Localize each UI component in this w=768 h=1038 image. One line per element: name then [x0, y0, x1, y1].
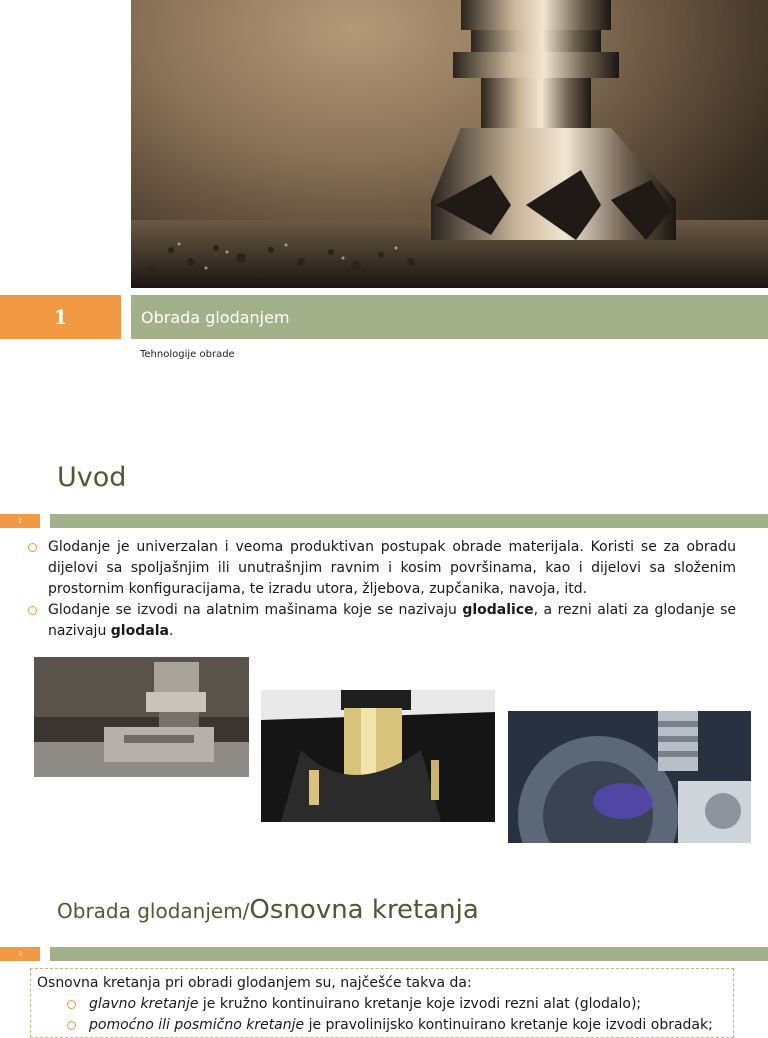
milling-machine-photo: [34, 657, 249, 777]
bold-term-glodalice: glodalice: [462, 602, 534, 618]
bullet-item: [28, 600, 736, 642]
sub-bullet-text: je pravolinijsko kontinuirano kretanje koje izvodi obradak;: [304, 1017, 713, 1033]
slide-title: Obrada glodanjem: [141, 307, 290, 327]
bullet-circle-icon: [67, 1021, 76, 1030]
slide2-header-bar: [50, 514, 768, 528]
slide3-heading-small: Obrada glodanjem/: [57, 899, 250, 923]
bullet-text-middle: , a rezni alati za glodanje se nazivaju: [48, 602, 736, 639]
cnc-cutting-photo: [508, 711, 751, 843]
sub-bullet-item: [37, 994, 727, 1015]
slide3-heading-large: Osnovna kretanja: [249, 895, 479, 925]
term-glavno-kretanje: glavno kretanje: [89, 996, 199, 1012]
slide-number-block: 1: [0, 295, 121, 339]
slide3-intro-text: Osnovna kretanja pri obradi glodanjem su, najčešće takva da:: [37, 975, 472, 991]
bullet-item: [28, 537, 736, 600]
slide3-number: 3: [0, 947, 40, 961]
bullet-text-end: .: [168, 623, 174, 639]
bullet-circle-icon: [28, 543, 37, 552]
bullet-circle-icon: [28, 606, 37, 615]
bold-term-glodala: glodala: [110, 623, 169, 639]
sub-bullet-item: [37, 1015, 727, 1036]
slide2-heading: Uvod: [57, 462, 127, 493]
slide-subtitle: Tehnologije obrade: [140, 349, 235, 360]
hero-milling-photo: [131, 0, 768, 288]
bullet-text-start: Glodanje se izvodi na alatnim mašinama koje se nazivaju: [48, 602, 463, 618]
slide2-bullet-list: [28, 537, 736, 642]
slide3-heading: [57, 895, 479, 925]
slide2-number: 2: [0, 514, 40, 528]
term-pomocno-kretanje: pomoćno ili posmično kretanje: [89, 1017, 305, 1033]
bullet-text: Glodanje je univerzalan i veoma produktivan postupak obrade materijala. Koristi se za obradu dijelovi sa spoljašnjim ili unutrašnjim ravnim i kosim površinama, kao i dijelovi sa složenim prostornim konfiguracijama, te izradu utora, žljebova, zupčanika, navoja, itd.: [48, 539, 736, 597]
slide3-header-bar: [50, 947, 768, 961]
bullet-circle-icon: [67, 1000, 76, 1009]
sub-bullet-text: je kružno kontinuirano kretanje koje izvodi rezni alat (glodalo);: [198, 996, 642, 1012]
end-mill-slot-photo: [261, 690, 495, 822]
slide-title-bar: [131, 295, 768, 339]
slide3-content-box: [30, 968, 734, 1038]
